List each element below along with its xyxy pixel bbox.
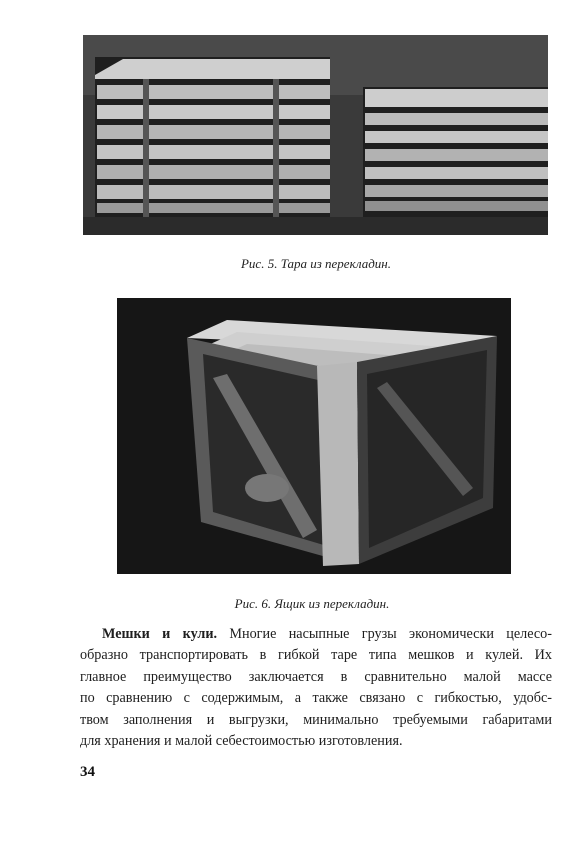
- crate-photo-fig5: [83, 35, 548, 235]
- body-paragraph: [80, 624, 552, 752]
- paragraph-line: твом заполнения и выгрузки, минимально требуемыми габаритами: [80, 711, 552, 728]
- paragraph-line: главное преимущество заключается в сравнительно малой массе: [80, 668, 552, 685]
- section-heading: Мешки и кули.: [102, 626, 218, 642]
- paragraph-line: для хранения и малой себестоимостью изготовления.: [80, 732, 403, 749]
- paragraph-line: по сравнению с содержимым, а также связано с гибкостью, удобс-: [80, 690, 552, 707]
- figure-6-caption: Рис. 6. Ящик из перекладин.: [234, 596, 390, 611]
- line-text: Многие насыпные грузы экономически целесо-: [229, 626, 552, 642]
- paragraph-line: [80, 624, 552, 645]
- page-number: 34: [80, 764, 95, 780]
- figure-5-caption: Рис. 5. Тара из перекладин.: [240, 256, 392, 271]
- box-photo-fig6: [117, 298, 511, 574]
- paragraph-line: образно транспортировать в гибкой таре типа мешков и кулей. Их: [80, 647, 552, 664]
